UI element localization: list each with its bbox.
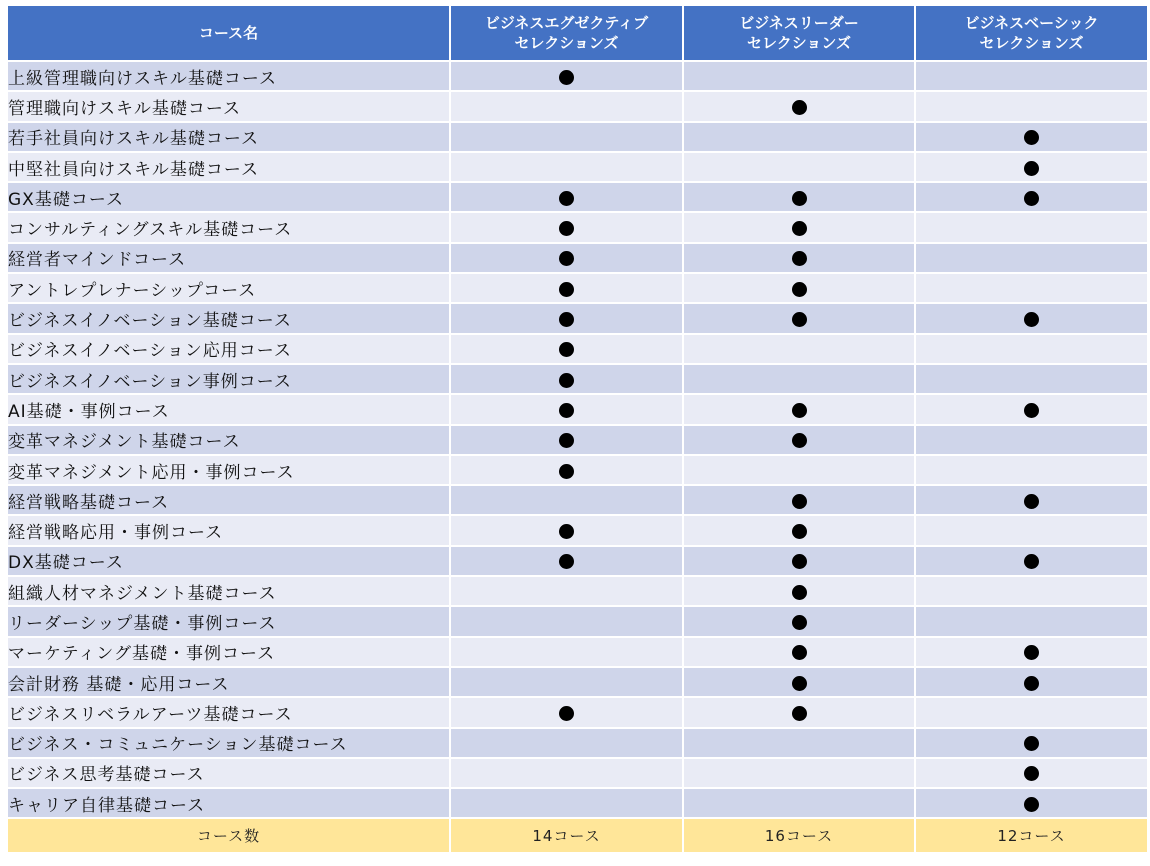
mark-cell [916,789,1147,819]
mark-cell [451,335,684,365]
filled-circle-icon [1024,161,1039,176]
mark-cell [916,274,1147,304]
table-row [8,516,1147,546]
mark-cell [684,395,916,425]
filled-circle-icon [559,191,574,206]
mark-cell [451,153,684,183]
table-row [8,607,1147,637]
mark-cell [916,698,1147,728]
table-row [8,153,1147,183]
mark-cell [451,123,684,153]
mark-cell [451,547,684,577]
mark-cell [916,547,1147,577]
course-comparison-table [8,6,1147,854]
filled-circle-icon [792,433,807,448]
table-row [8,123,1147,153]
filled-circle-icon [792,251,807,266]
course-name-cell: ビジネス・コミュニケーション基礎コース [8,729,451,759]
mark-cell [684,183,916,213]
mark-cell [684,638,916,668]
course-name-cell: 変革マネジメント応用・事例コース [8,456,451,486]
mark-cell [451,183,684,213]
header-leader-selections: ビジネスリーダー セレクションズ [684,6,916,62]
mark-cell [451,607,684,637]
footer-count-executive: 14コース [451,819,684,854]
course-name-cell: 会計財務 基礎・応用コース [8,668,451,698]
mark-cell [684,92,916,122]
table-row [8,304,1147,334]
mark-cell [916,62,1147,92]
footer-row [8,819,1147,854]
course-name-cell: ビジネスイノベーション事例コース [8,365,451,395]
filled-circle-icon [559,464,574,479]
course-name-cell: キャリア自律基礎コース [8,789,451,819]
mark-cell [916,638,1147,668]
footer-label: コース数 [8,819,451,854]
mark-cell [684,789,916,819]
mark-cell [916,183,1147,213]
filled-circle-icon [792,676,807,691]
mark-cell [916,486,1147,516]
filled-circle-icon [559,524,574,539]
mark-cell [451,577,684,607]
mark-cell [684,486,916,516]
filled-circle-icon [559,312,574,327]
mark-cell [684,607,916,637]
filled-circle-icon [559,706,574,721]
mark-cell [684,516,916,546]
table-row [8,486,1147,516]
mark-cell [684,426,916,456]
filled-circle-icon [792,554,807,569]
filled-circle-icon [792,494,807,509]
mark-cell [684,304,916,334]
filled-circle-icon [1024,130,1039,145]
table-row [8,698,1147,728]
mark-cell [451,759,684,789]
filled-circle-icon [559,433,574,448]
table-row [8,365,1147,395]
course-name-cell: アントレプレナーシップコース [8,274,451,304]
mark-cell [451,274,684,304]
filled-circle-icon [559,373,574,388]
mark-cell [916,607,1147,637]
mark-cell [684,456,916,486]
filled-circle-icon [1024,494,1039,509]
table-row [8,638,1147,668]
mark-cell [684,729,916,759]
header-row [8,6,1147,62]
mark-cell [451,426,684,456]
course-name-cell: リーダーシップ基礎・事例コース [8,607,451,637]
mark-cell [684,153,916,183]
mark-cell [451,62,684,92]
mark-cell [916,395,1147,425]
mark-cell [916,668,1147,698]
mark-cell [684,759,916,789]
mark-cell [916,213,1147,243]
mark-cell [451,456,684,486]
mark-cell [684,244,916,274]
mark-cell [916,123,1147,153]
mark-cell [916,759,1147,789]
table-row [8,668,1147,698]
filled-circle-icon [792,706,807,721]
mark-cell [684,213,916,243]
header-course-name: コース名 [8,6,451,62]
filled-circle-icon [1024,403,1039,418]
mark-cell [684,577,916,607]
filled-circle-icon [792,100,807,115]
table-row [8,92,1147,122]
filled-circle-icon [792,191,807,206]
mark-cell [451,304,684,334]
course-name-cell: DX基礎コース [8,547,451,577]
course-name-cell: 管理職向けスキル基礎コース [8,92,451,122]
mark-cell [684,335,916,365]
table-row [8,62,1147,92]
course-name-cell: 上級管理職向けスキル基礎コース [8,62,451,92]
filled-circle-icon [1024,554,1039,569]
mark-cell [916,335,1147,365]
course-name-cell: ビジネスイノベーション応用コース [8,335,451,365]
filled-circle-icon [1024,766,1039,781]
filled-circle-icon [792,403,807,418]
mark-cell [451,516,684,546]
course-name-cell: 経営戦略応用・事例コース [8,516,451,546]
course-name-cell: 若手社員向けスキル基礎コース [8,123,451,153]
mark-cell [451,638,684,668]
course-name-cell: 組織人材マネジメント基礎コース [8,577,451,607]
course-name-cell: ビジネスリベラルアーツ基礎コース [8,698,451,728]
filled-circle-icon [559,403,574,418]
course-name-cell: 変革マネジメント基礎コース [8,426,451,456]
filled-circle-icon [792,615,807,630]
table-row [8,213,1147,243]
mark-cell [916,426,1147,456]
mark-cell [451,668,684,698]
mark-cell [916,456,1147,486]
course-name-cell: 経営者マインドコース [8,244,451,274]
mark-cell [916,244,1147,274]
mark-cell [451,486,684,516]
course-name-cell: GX基礎コース [8,183,451,213]
table-row [8,456,1147,486]
table-row [8,395,1147,425]
table-row [8,729,1147,759]
mark-cell [916,516,1147,546]
filled-circle-icon [559,282,574,297]
filled-circle-icon [792,585,807,600]
table-row [8,577,1147,607]
mark-cell [684,698,916,728]
table-row [8,244,1147,274]
mark-cell [684,62,916,92]
mark-cell [916,92,1147,122]
mark-cell [451,789,684,819]
filled-circle-icon [559,221,574,236]
mark-cell [451,395,684,425]
course-name-cell: ビジネスイノベーション基礎コース [8,304,451,334]
course-rows [8,62,1147,819]
mark-cell [451,213,684,243]
course-name-cell: ビジネス思考基礎コース [8,759,451,789]
mark-cell [451,698,684,728]
table-row [8,274,1147,304]
mark-cell [684,274,916,304]
mark-cell [684,123,916,153]
filled-circle-icon [1024,797,1039,812]
course-name-cell: 中堅社員向けスキル基礎コース [8,153,451,183]
mark-cell [916,304,1147,334]
mark-cell [916,365,1147,395]
course-name-cell: コンサルティングスキル基礎コース [8,213,451,243]
course-name-cell: AI基礎・事例コース [8,395,451,425]
filled-circle-icon [792,645,807,660]
table-row [8,335,1147,365]
filled-circle-icon [1024,736,1039,751]
header-executive-selections: ビジネスエグゼクティブ セレクションズ [451,6,684,62]
mark-cell [684,668,916,698]
table-row [8,426,1147,456]
mark-cell [916,729,1147,759]
table-row [8,789,1147,819]
filled-circle-icon [792,221,807,236]
table-row [8,547,1147,577]
mark-cell [684,365,916,395]
filled-circle-icon [1024,312,1039,327]
course-name-cell: 経営戦略基礎コース [8,486,451,516]
footer-count-basic: 12コース [916,819,1147,854]
mark-cell [684,547,916,577]
mark-cell [451,365,684,395]
filled-circle-icon [559,342,574,357]
filled-circle-icon [559,251,574,266]
footer-count-leader: 16コース [684,819,916,854]
filled-circle-icon [559,554,574,569]
mark-cell [451,92,684,122]
mark-cell [451,729,684,759]
table-row [8,183,1147,213]
filled-circle-icon [792,282,807,297]
filled-circle-icon [1024,676,1039,691]
mark-cell [916,153,1147,183]
mark-cell [451,244,684,274]
header-basic-selections: ビジネスベーシック セレクションズ [916,6,1147,62]
course-name-cell: マーケティング基礎・事例コース [8,638,451,668]
filled-circle-icon [559,70,574,85]
filled-circle-icon [1024,645,1039,660]
mark-cell [916,577,1147,607]
filled-circle-icon [792,312,807,327]
table-row [8,759,1147,789]
filled-circle-icon [792,524,807,539]
filled-circle-icon [1024,191,1039,206]
